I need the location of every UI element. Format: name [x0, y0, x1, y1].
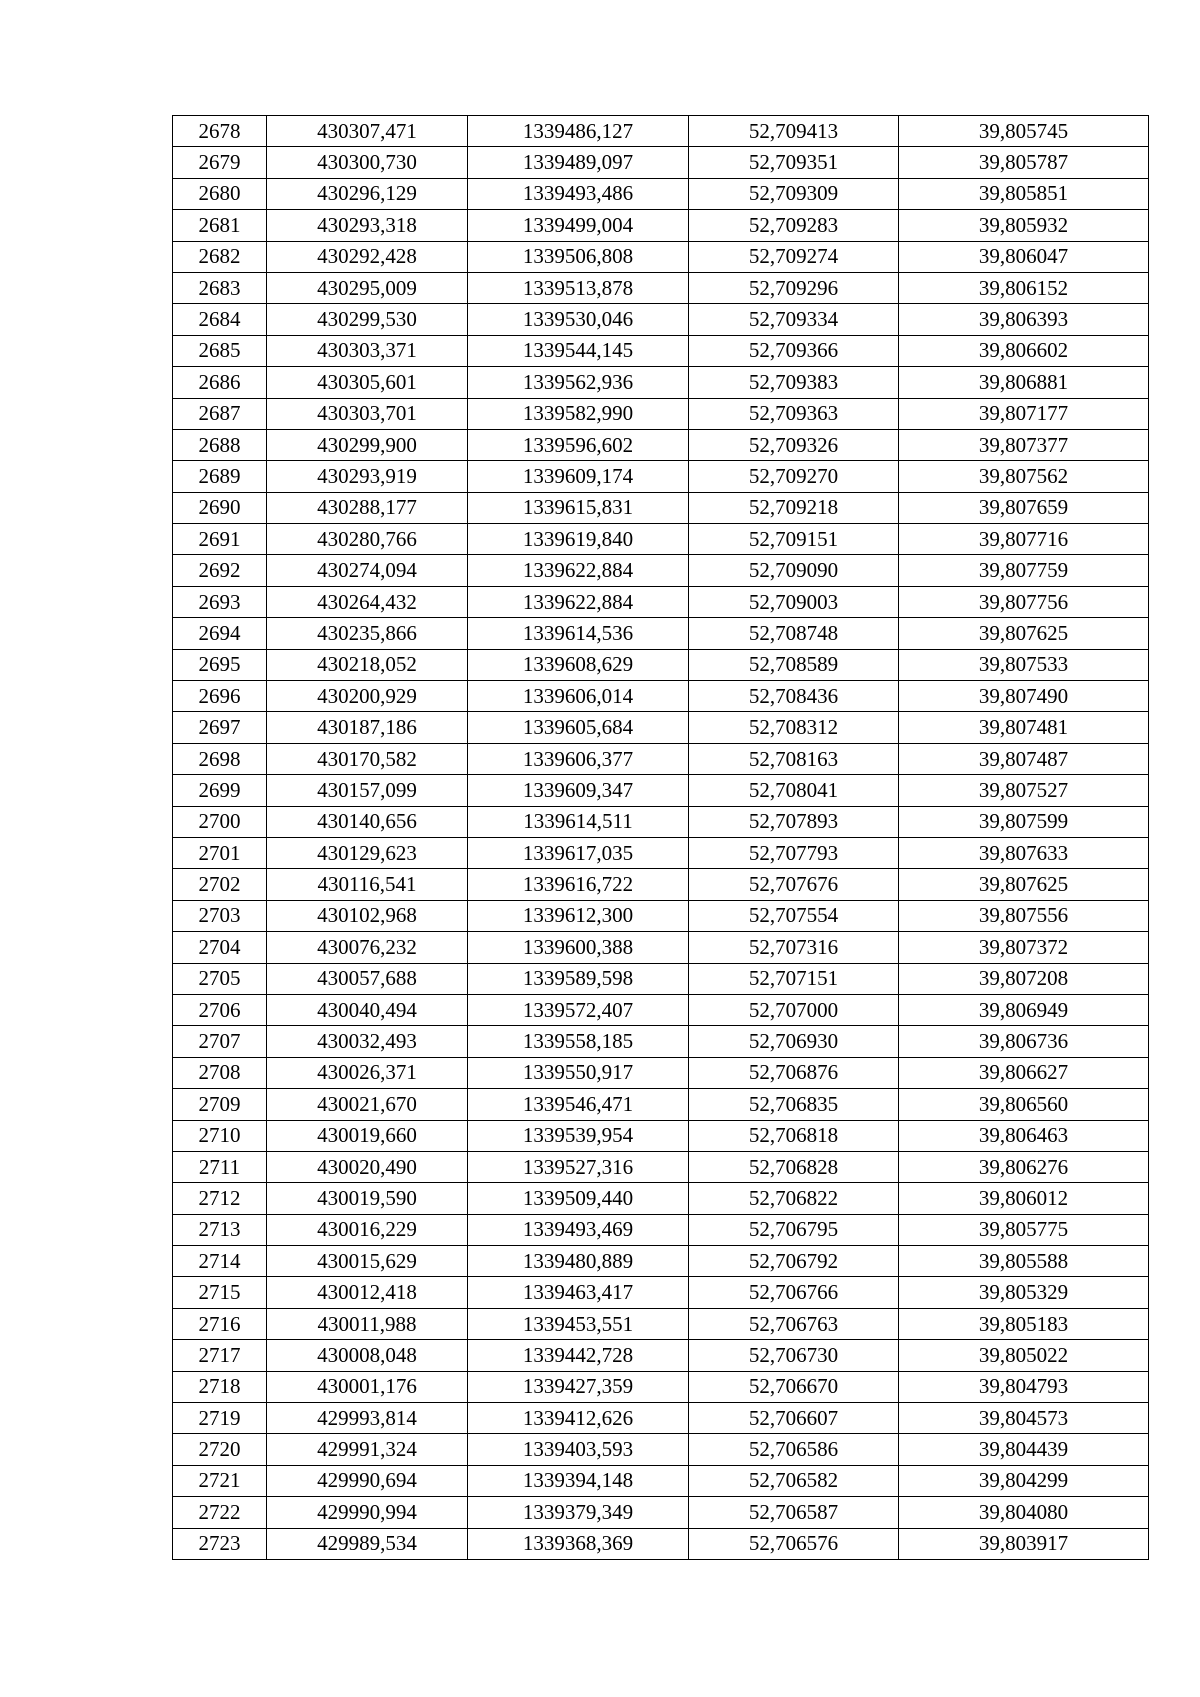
x-coordinate-cell: 430264,432	[267, 586, 468, 617]
y-coordinate-cell: 1339442,728	[468, 1340, 689, 1371]
y-coordinate-cell: 1339589,598	[468, 963, 689, 994]
y-coordinate-cell: 1339513,878	[468, 272, 689, 303]
table-row	[173, 398, 1149, 429]
latitude-cell: 52,709270	[689, 461, 899, 492]
x-coordinate-cell: 430026,371	[267, 1057, 468, 1088]
x-coordinate-cell: 430008,048	[267, 1340, 468, 1371]
point-number-cell: 2685	[173, 335, 267, 366]
x-coordinate-cell: 430040,494	[267, 994, 468, 1025]
y-coordinate-cell: 1339605,684	[468, 712, 689, 743]
y-coordinate-cell: 1339614,511	[468, 806, 689, 837]
longitude-cell: 39,805787	[899, 147, 1149, 178]
y-coordinate-cell: 1339558,185	[468, 1026, 689, 1057]
latitude-cell: 52,707554	[689, 900, 899, 931]
latitude-cell: 52,709218	[689, 492, 899, 523]
table-row	[173, 775, 1149, 806]
table-row	[173, 649, 1149, 680]
latitude-cell: 52,707893	[689, 806, 899, 837]
point-number-cell: 2696	[173, 681, 267, 712]
y-coordinate-cell: 1339596,602	[468, 429, 689, 460]
latitude-cell: 52,709363	[689, 398, 899, 429]
y-coordinate-cell: 1339489,097	[468, 147, 689, 178]
longitude-cell: 39,806047	[899, 241, 1149, 272]
table-row	[173, 1214, 1149, 1245]
longitude-cell: 39,807372	[899, 932, 1149, 963]
y-coordinate-cell: 1339572,407	[468, 994, 689, 1025]
latitude-cell: 52,706586	[689, 1434, 899, 1465]
y-coordinate-cell: 1339609,174	[468, 461, 689, 492]
longitude-cell: 39,805588	[899, 1246, 1149, 1277]
x-coordinate-cell: 430021,670	[267, 1089, 468, 1120]
y-coordinate-cell: 1339379,349	[468, 1497, 689, 1528]
x-coordinate-cell: 430016,229	[267, 1214, 468, 1245]
x-coordinate-cell: 430305,601	[267, 367, 468, 398]
point-number-cell: 2686	[173, 367, 267, 398]
point-number-cell: 2721	[173, 1465, 267, 1496]
table-row	[173, 116, 1149, 147]
x-coordinate-cell: 430303,371	[267, 335, 468, 366]
longitude-cell: 39,806736	[899, 1026, 1149, 1057]
x-coordinate-cell: 430288,177	[267, 492, 468, 523]
table-row	[173, 681, 1149, 712]
point-number-cell: 2713	[173, 1214, 267, 1245]
point-number-cell: 2683	[173, 272, 267, 303]
y-coordinate-cell: 1339368,369	[468, 1528, 689, 1559]
latitude-cell: 52,706822	[689, 1183, 899, 1214]
latitude-cell: 52,709151	[689, 524, 899, 555]
longitude-cell: 39,806276	[899, 1151, 1149, 1182]
x-coordinate-cell: 430299,530	[267, 304, 468, 335]
y-coordinate-cell: 1339550,917	[468, 1057, 689, 1088]
table-row	[173, 178, 1149, 209]
longitude-cell: 39,807625	[899, 869, 1149, 900]
longitude-cell: 39,807633	[899, 837, 1149, 868]
longitude-cell: 39,807208	[899, 963, 1149, 994]
y-coordinate-cell: 1339499,004	[468, 210, 689, 241]
latitude-cell: 52,706876	[689, 1057, 899, 1088]
point-number-cell: 2706	[173, 994, 267, 1025]
point-number-cell: 2708	[173, 1057, 267, 1088]
x-coordinate-cell: 430274,094	[267, 555, 468, 586]
table-row	[173, 743, 1149, 774]
x-coordinate-cell: 430157,099	[267, 775, 468, 806]
longitude-cell: 39,807487	[899, 743, 1149, 774]
y-coordinate-cell: 1339463,417	[468, 1277, 689, 1308]
y-coordinate-cell: 1339608,629	[468, 649, 689, 680]
y-coordinate-cell: 1339614,536	[468, 618, 689, 649]
longitude-cell: 39,806949	[899, 994, 1149, 1025]
table-row	[173, 837, 1149, 868]
table-row	[173, 367, 1149, 398]
table-row	[173, 1246, 1149, 1277]
point-number-cell: 2678	[173, 116, 267, 147]
point-number-cell: 2679	[173, 147, 267, 178]
table-row	[173, 1528, 1149, 1559]
table-row	[173, 994, 1149, 1025]
table-row	[173, 429, 1149, 460]
point-number-cell: 2703	[173, 900, 267, 931]
longitude-cell: 39,807533	[899, 649, 1149, 680]
x-coordinate-cell: 430299,900	[267, 429, 468, 460]
longitude-cell: 39,807756	[899, 586, 1149, 617]
x-coordinate-cell: 430057,688	[267, 963, 468, 994]
x-coordinate-cell: 430235,866	[267, 618, 468, 649]
x-coordinate-cell: 430218,052	[267, 649, 468, 680]
y-coordinate-cell: 1339493,486	[468, 178, 689, 209]
y-coordinate-cell: 1339619,840	[468, 524, 689, 555]
longitude-cell: 39,807481	[899, 712, 1149, 743]
point-number-cell: 2707	[173, 1026, 267, 1057]
point-number-cell: 2717	[173, 1340, 267, 1371]
x-coordinate-cell: 430303,701	[267, 398, 468, 429]
latitude-cell: 52,706582	[689, 1465, 899, 1496]
longitude-cell: 39,807599	[899, 806, 1149, 837]
longitude-cell: 39,806012	[899, 1183, 1149, 1214]
table-row	[173, 618, 1149, 649]
latitude-cell: 52,709283	[689, 210, 899, 241]
table-row	[173, 461, 1149, 492]
x-coordinate-cell: 430076,232	[267, 932, 468, 963]
longitude-cell: 39,804439	[899, 1434, 1149, 1465]
longitude-cell: 39,805183	[899, 1308, 1149, 1339]
longitude-cell: 39,804299	[899, 1465, 1149, 1496]
point-number-cell: 2723	[173, 1528, 267, 1559]
longitude-cell: 39,804080	[899, 1497, 1149, 1528]
latitude-cell: 52,706835	[689, 1089, 899, 1120]
latitude-cell: 52,707793	[689, 837, 899, 868]
longitude-cell: 39,807625	[899, 618, 1149, 649]
latitude-cell: 52,706576	[689, 1528, 899, 1559]
table-row	[173, 1434, 1149, 1465]
latitude-cell: 52,708041	[689, 775, 899, 806]
x-coordinate-cell: 430001,176	[267, 1371, 468, 1402]
latitude-cell: 52,709326	[689, 429, 899, 460]
latitude-cell: 52,709274	[689, 241, 899, 272]
y-coordinate-cell: 1339530,046	[468, 304, 689, 335]
longitude-cell: 39,807556	[899, 900, 1149, 931]
table-row	[173, 1340, 1149, 1371]
table-row	[173, 900, 1149, 931]
longitude-cell: 39,804573	[899, 1403, 1149, 1434]
table-row	[173, 304, 1149, 335]
latitude-cell: 52,708312	[689, 712, 899, 743]
table-row	[173, 555, 1149, 586]
x-coordinate-cell: 430292,428	[267, 241, 468, 272]
y-coordinate-cell: 1339427,359	[468, 1371, 689, 1402]
latitude-cell: 52,708589	[689, 649, 899, 680]
coordinates-table-body	[173, 116, 1149, 1560]
table-row	[173, 147, 1149, 178]
table-row	[173, 524, 1149, 555]
y-coordinate-cell: 1339615,831	[468, 492, 689, 523]
longitude-cell: 39,806393	[899, 304, 1149, 335]
latitude-cell: 52,709003	[689, 586, 899, 617]
x-coordinate-cell: 429993,814	[267, 1403, 468, 1434]
latitude-cell: 52,708748	[689, 618, 899, 649]
point-number-cell: 2684	[173, 304, 267, 335]
longitude-cell: 39,807527	[899, 775, 1149, 806]
y-coordinate-cell: 1339600,388	[468, 932, 689, 963]
table-row	[173, 1089, 1149, 1120]
point-number-cell: 2701	[173, 837, 267, 868]
latitude-cell: 52,709366	[689, 335, 899, 366]
latitude-cell: 52,706828	[689, 1151, 899, 1182]
point-number-cell: 2695	[173, 649, 267, 680]
point-number-cell: 2680	[173, 178, 267, 209]
longitude-cell: 39,805932	[899, 210, 1149, 241]
table-row	[173, 1026, 1149, 1057]
x-coordinate-cell: 430116,541	[267, 869, 468, 900]
longitude-cell: 39,805851	[899, 178, 1149, 209]
latitude-cell: 52,708163	[689, 743, 899, 774]
x-coordinate-cell: 430293,318	[267, 210, 468, 241]
latitude-cell: 52,706930	[689, 1026, 899, 1057]
point-number-cell: 2682	[173, 241, 267, 272]
table-row	[173, 1465, 1149, 1496]
point-number-cell: 2689	[173, 461, 267, 492]
table-row	[173, 1403, 1149, 1434]
y-coordinate-cell: 1339394,148	[468, 1465, 689, 1496]
longitude-cell: 39,804793	[899, 1371, 1149, 1402]
latitude-cell: 52,706587	[689, 1497, 899, 1528]
table-row	[173, 210, 1149, 241]
point-number-cell: 2688	[173, 429, 267, 460]
x-coordinate-cell: 430015,629	[267, 1246, 468, 1277]
y-coordinate-cell: 1339509,440	[468, 1183, 689, 1214]
longitude-cell: 39,807490	[899, 681, 1149, 712]
x-coordinate-cell: 430295,009	[267, 272, 468, 303]
longitude-cell: 39,805745	[899, 116, 1149, 147]
table-row	[173, 1183, 1149, 1214]
x-coordinate-cell: 429990,994	[267, 1497, 468, 1528]
table-row	[173, 1371, 1149, 1402]
point-number-cell: 2722	[173, 1497, 267, 1528]
latitude-cell: 52,706763	[689, 1308, 899, 1339]
longitude-cell: 39,805329	[899, 1277, 1149, 1308]
table-row	[173, 1120, 1149, 1151]
y-coordinate-cell: 1339403,593	[468, 1434, 689, 1465]
point-number-cell: 2705	[173, 963, 267, 994]
y-coordinate-cell: 1339544,145	[468, 335, 689, 366]
table-row	[173, 1057, 1149, 1088]
x-coordinate-cell: 430300,730	[267, 147, 468, 178]
x-coordinate-cell: 430307,471	[267, 116, 468, 147]
point-number-cell: 2715	[173, 1277, 267, 1308]
point-number-cell: 2716	[173, 1308, 267, 1339]
x-coordinate-cell: 430020,490	[267, 1151, 468, 1182]
longitude-cell: 39,805022	[899, 1340, 1149, 1371]
longitude-cell: 39,803917	[899, 1528, 1149, 1559]
x-coordinate-cell: 430200,929	[267, 681, 468, 712]
x-coordinate-cell: 430019,660	[267, 1120, 468, 1151]
point-number-cell: 2690	[173, 492, 267, 523]
y-coordinate-cell: 1339527,316	[468, 1151, 689, 1182]
x-coordinate-cell: 430032,493	[267, 1026, 468, 1057]
longitude-cell: 39,807377	[899, 429, 1149, 460]
latitude-cell: 52,706766	[689, 1277, 899, 1308]
x-coordinate-cell: 430012,418	[267, 1277, 468, 1308]
longitude-cell: 39,806560	[899, 1089, 1149, 1120]
longitude-cell: 39,807177	[899, 398, 1149, 429]
table-row	[173, 932, 1149, 963]
latitude-cell: 52,706730	[689, 1340, 899, 1371]
point-number-cell: 2702	[173, 869, 267, 900]
latitude-cell: 52,707316	[689, 932, 899, 963]
point-number-cell: 2692	[173, 555, 267, 586]
latitude-cell: 52,709090	[689, 555, 899, 586]
y-coordinate-cell: 1339617,035	[468, 837, 689, 868]
point-number-cell: 2718	[173, 1371, 267, 1402]
latitude-cell: 52,706818	[689, 1120, 899, 1151]
latitude-cell: 52,709309	[689, 178, 899, 209]
point-number-cell: 2691	[173, 524, 267, 555]
table-row	[173, 1151, 1149, 1182]
y-coordinate-cell: 1339539,954	[468, 1120, 689, 1151]
y-coordinate-cell: 1339493,469	[468, 1214, 689, 1245]
longitude-cell: 39,807562	[899, 461, 1149, 492]
longitude-cell: 39,806602	[899, 335, 1149, 366]
x-coordinate-cell: 429989,534	[267, 1528, 468, 1559]
latitude-cell: 52,709413	[689, 116, 899, 147]
longitude-cell: 39,805775	[899, 1214, 1149, 1245]
y-coordinate-cell: 1339486,127	[468, 116, 689, 147]
y-coordinate-cell: 1339612,300	[468, 900, 689, 931]
table-row	[173, 272, 1149, 303]
longitude-cell: 39,807659	[899, 492, 1149, 523]
y-coordinate-cell: 1339546,471	[468, 1089, 689, 1120]
x-coordinate-cell: 430187,186	[267, 712, 468, 743]
latitude-cell: 52,707676	[689, 869, 899, 900]
point-number-cell: 2681	[173, 210, 267, 241]
longitude-cell: 39,806627	[899, 1057, 1149, 1088]
point-number-cell: 2714	[173, 1246, 267, 1277]
y-coordinate-cell: 1339480,889	[468, 1246, 689, 1277]
x-coordinate-cell: 430011,988	[267, 1308, 468, 1339]
point-number-cell: 2697	[173, 712, 267, 743]
x-coordinate-cell: 430129,623	[267, 837, 468, 868]
x-coordinate-cell: 429990,694	[267, 1465, 468, 1496]
latitude-cell: 52,709296	[689, 272, 899, 303]
y-coordinate-cell: 1339412,626	[468, 1403, 689, 1434]
point-number-cell: 2712	[173, 1183, 267, 1214]
x-coordinate-cell: 430293,919	[267, 461, 468, 492]
longitude-cell: 39,807759	[899, 555, 1149, 586]
latitude-cell: 52,709383	[689, 367, 899, 398]
x-coordinate-cell: 430280,766	[267, 524, 468, 555]
table-row	[173, 1497, 1149, 1528]
table-row	[173, 335, 1149, 366]
longitude-cell: 39,807716	[899, 524, 1149, 555]
latitude-cell: 52,708436	[689, 681, 899, 712]
point-number-cell: 2698	[173, 743, 267, 774]
latitude-cell: 52,709334	[689, 304, 899, 335]
table-row	[173, 806, 1149, 837]
point-number-cell: 2709	[173, 1089, 267, 1120]
latitude-cell: 52,707151	[689, 963, 899, 994]
point-number-cell: 2711	[173, 1151, 267, 1182]
x-coordinate-cell: 429991,324	[267, 1434, 468, 1465]
point-number-cell: 2687	[173, 398, 267, 429]
longitude-cell: 39,806463	[899, 1120, 1149, 1151]
point-number-cell: 2693	[173, 586, 267, 617]
table-row	[173, 492, 1149, 523]
y-coordinate-cell: 1339609,347	[468, 775, 689, 806]
point-number-cell: 2719	[173, 1403, 267, 1434]
latitude-cell: 52,706792	[689, 1246, 899, 1277]
x-coordinate-cell: 430019,590	[267, 1183, 468, 1214]
y-coordinate-cell: 1339616,722	[468, 869, 689, 900]
longitude-cell: 39,806881	[899, 367, 1149, 398]
y-coordinate-cell: 1339582,990	[468, 398, 689, 429]
x-coordinate-cell: 430102,968	[267, 900, 468, 931]
point-number-cell: 2694	[173, 618, 267, 649]
latitude-cell: 52,707000	[689, 994, 899, 1025]
point-number-cell: 2704	[173, 932, 267, 963]
y-coordinate-cell: 1339606,014	[468, 681, 689, 712]
table-row	[173, 963, 1149, 994]
longitude-cell: 39,806152	[899, 272, 1149, 303]
x-coordinate-cell: 430296,129	[267, 178, 468, 209]
y-coordinate-cell: 1339453,551	[468, 1308, 689, 1339]
coordinates-table	[172, 115, 1149, 1560]
x-coordinate-cell: 430170,582	[267, 743, 468, 774]
table-row	[173, 712, 1149, 743]
table-row	[173, 1308, 1149, 1339]
table-row	[173, 869, 1149, 900]
point-number-cell: 2700	[173, 806, 267, 837]
latitude-cell: 52,706607	[689, 1403, 899, 1434]
y-coordinate-cell: 1339562,936	[468, 367, 689, 398]
table-row	[173, 586, 1149, 617]
y-coordinate-cell: 1339606,377	[468, 743, 689, 774]
y-coordinate-cell: 1339622,884	[468, 586, 689, 617]
x-coordinate-cell: 430140,656	[267, 806, 468, 837]
table-row	[173, 241, 1149, 272]
point-number-cell: 2720	[173, 1434, 267, 1465]
point-number-cell: 2710	[173, 1120, 267, 1151]
y-coordinate-cell: 1339622,884	[468, 555, 689, 586]
point-number-cell: 2699	[173, 775, 267, 806]
latitude-cell: 52,706795	[689, 1214, 899, 1245]
y-coordinate-cell: 1339506,808	[468, 241, 689, 272]
latitude-cell: 52,709351	[689, 147, 899, 178]
table-row	[173, 1277, 1149, 1308]
latitude-cell: 52,706670	[689, 1371, 899, 1402]
